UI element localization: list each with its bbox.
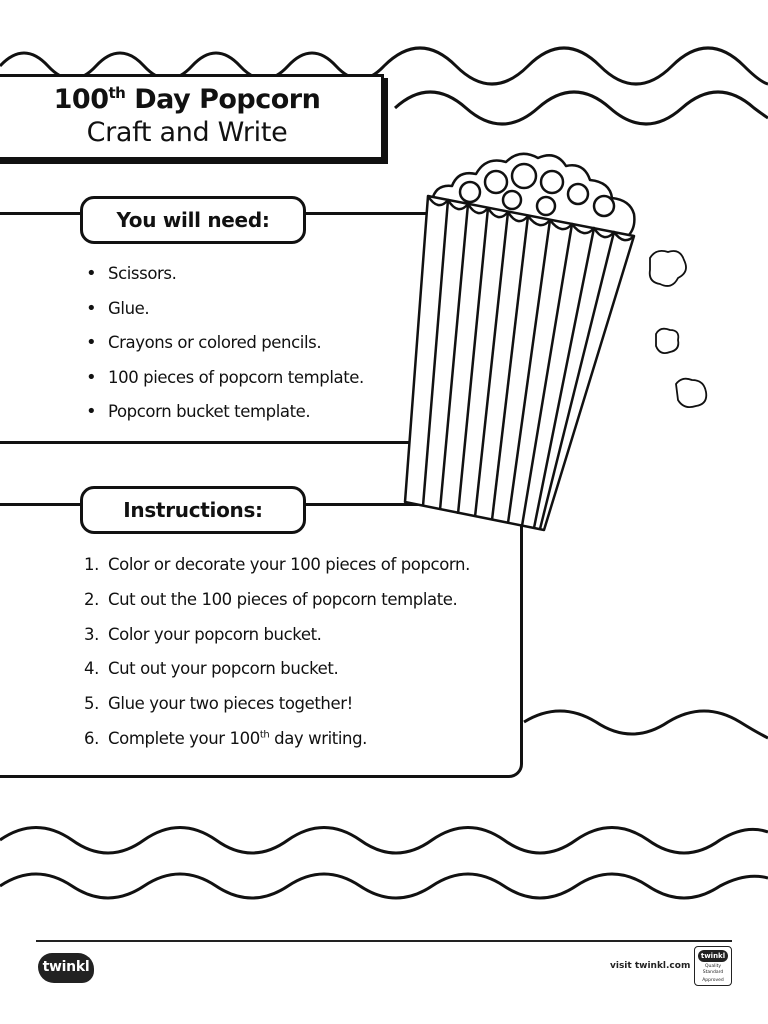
- instruction-step: 5. Glue your two pieces together!: [84, 694, 353, 714]
- needs-item: • Scissors.: [84, 263, 364, 298]
- instruction-step: 1. Color or decorate your 100 pieces of popcorn.: [84, 555, 470, 574]
- badge-logo: twinkl: [698, 950, 728, 962]
- needs-item: • Glue.: [84, 298, 364, 333]
- needs-item: • Popcorn bucket template.: [84, 401, 364, 436]
- instruction-step: 2. Cut out the 100 pieces of popcorn template.: [84, 589, 458, 609]
- instruction-step: 4. Cut out your popcorn bucket.: [84, 659, 339, 679]
- badge-line2: Approved: [702, 978, 724, 983]
- footer-divider: [36, 940, 732, 942]
- twinkl-logo[interactable]: twinkl: [38, 953, 94, 983]
- needs-item: • 100 pieces of popcorn template.: [84, 367, 364, 402]
- visit-link[interactable]: visit twinkl.com: [610, 961, 691, 971]
- quality-badge-icon: [694, 946, 732, 986]
- instructions-heading: Instructions:: [80, 486, 306, 534]
- needs-item: • Crayons or colored pencils.: [84, 332, 364, 367]
- instruction-step: 3. Color your popcorn bucket.: [84, 624, 322, 644]
- page-subtitle: Craft and Write: [86, 117, 288, 148]
- instruction-step: 6. Complete your 100th day writing.: [84, 728, 368, 748]
- popcorn-kernel-icon: [650, 251, 707, 407]
- page-title: 100th Day Popcorn: [53, 84, 321, 115]
- needs-heading: You will need:: [80, 196, 306, 244]
- badge-line1: Quality Standard: [702, 964, 724, 975]
